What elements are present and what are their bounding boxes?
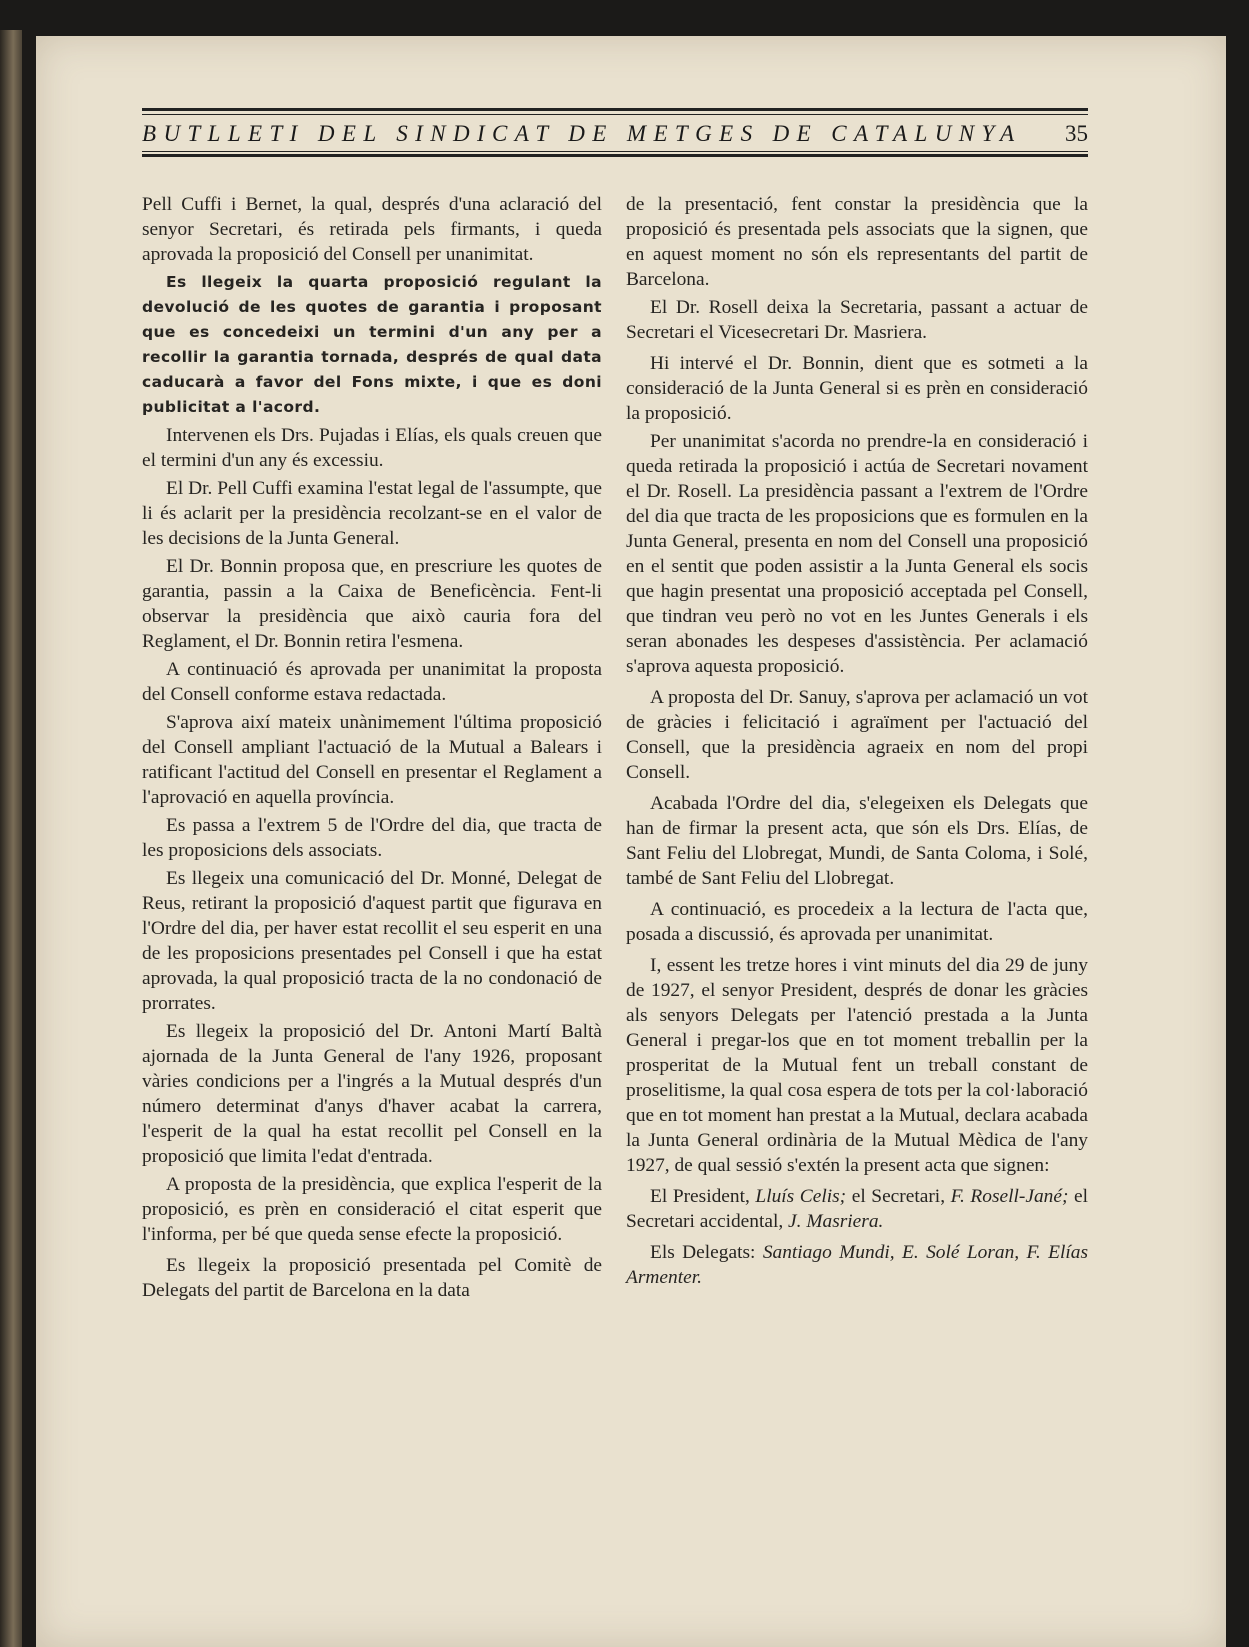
paragraph: A proposta de la presidència, que explica l'esperit de la proposició, es prèn en consideració el citat esperit que l'informa, per bé que queda sense efecte la proposició. [142,1174,602,1245]
right-column [626,192,1088,1293]
running-title: BUTLLETI DEL SINDICAT DE METGES DE CATALUNYA [142,121,1022,146]
header-rule-bottom-thin [142,151,1088,152]
paragraph: Acabada l'Ordre del dia, s'elegeixen els Delegats que han de firmar la present acta, que són els Drs. Elías, de Sant Feliu del Llobregat, Mundi, de Santa Coloma, i Solé, també de Sant Feliu del Llobregat. [626,793,1088,889]
paragraph: Es llegeix la proposició del Dr. Antoni Martí Baltà ajornada de la Junta General de l'any 1926, proposant vàries condicions per a l'ingrés a la Mutual després d'un número determinat d'anys d'haver acabat la carrera, l'esperit de la qual ha estat recollit pel Consell en la proposició que limita l'edat d'entrada. [142,1021,602,1167]
paragraph: de la presentació, fent constar la presidència que la proposició és presentada pels associats que la signen, que en aquest moment no són els representants del partit de Barcelona. [626,194,1088,290]
president-name: Lluís Celis; [755,1186,847,1207]
paragraph: S'aprova així mateix unànimement l'última proposició del Consell ampliant l'actuació de la Mutual a Balears i ratificant l'actitud del Consell en presentar el Reglament a l'aprovació en aquella província. [142,712,602,808]
signatures-officers [626,1184,1088,1234]
binding-edge [0,30,22,1647]
paragraph: A continuació és aprovada per unanimitat la proposta del Consell conforme estava redactada. [142,659,602,705]
signatures-delegates [626,1240,1088,1290]
paragraph: Hi intervé el Dr. Bonnin, dient que es sotmeti a la consideració de la Junta General si es prèn en consideració la proposició. [626,353,1088,424]
paragraph: A proposta del Dr. Sanuy, s'aprova per aclamació un vot de gràcies i felicitació i agraïment per l'actuació del Consell, que la presidència agraeix en nom del propi Consell. [626,687,1088,783]
page-number: 35 [1065,121,1088,146]
paragraph: Per unanimitat s'acorda no prendre-la en consideració i queda retirada la proposició i actúa de Secretari novament el Dr. Rosell. La presidència passant a l'extrem de l'Ordre del dia que tracta de les proposicions que es formulen en la Junta General, presenta en nom del Consell una proposició en el sentit que poden assistir a la Junta General els socis que hagin presentat una proposició acceptada pel Consell, que tindran veu però no vot en les Juntes Generals i els seran abonades les despeses d'assistència. Per aclamació s'aprova aquesta proposició. [626,431,1088,677]
delegates-label: Els Delegats: [650,1242,756,1263]
paragraph: Es llegeix la proposició presentada pel Comitè de Delegats del partit de Barcelona en la data [142,1255,602,1301]
acc-secretary-label: el Secretari accidental, [626,1186,1088,1232]
paragraph: El Dr. Pell Cuffi examina l'estat legal de l'assumpte, que li és aclarit per la presidència recolzant-se en el valor de les decisions de la Junta General. [142,478,602,549]
page-header [142,108,1088,160]
paragraph: Es llegeix una comunicació del Dr. Monné, Delegat de Reus, retirant la proposició d'aquest partit que figurava en l'Ordre del dia, per haver estat recollit el seu esperit en una de les proposicions presentades pel Consell i que ha estat aprovada, la qual proposició tracta de la no condonació de prorrates. [142,868,602,1014]
header-rule-bottom-thick [142,154,1088,157]
paragraph: El Dr. Bonnin proposa que, en prescriure les quotes de garantia, passin a la Caixa de Beneficència. Fent-li observar la presidència que això cauria fora del Reglament, el Dr. Bonnin retira l'esmena. [142,556,602,652]
paragraph: I, essent les tretze hores i vint minuts del dia 29 de juny de 1927, el senyor President, després de donar les gràcies als senyors Delegats per l'atenció prestada a la Junta General i pregar-los que en tot moment treballin per la prosperitat de la Mutual fent un treball constant de proselitisme, la qual cosa espera de tots per la col·laboració que en tot moment han prestat a la Mutual, declara acabada la Junta General ordinària de la Mutual Mèdica de l'any 1927, de qual sessió s'extén la present acta que signen: [626,955,1088,1176]
header-rule-top-thick [142,108,1088,111]
paragraph-proposal: Es llegeix la quarta proposició regulant la devolució de les quotes de garantia i proposant que es concedeixi un termini d'un any per a recollir la garantia tornada, després de qual data caducarà a favor del Fons mixte, i que es doni publicitat a l'acord. [142,273,602,416]
paragraph: Intervenen els Drs. Pujadas i Elías, els quals creuen que el termini d'un any és excessiu. [142,425,602,471]
acc-secretary-name: J. Masriera. [788,1211,884,1232]
paragraph: Pell Cuffi i Bernet, la qual, després d'una aclaració del senyor Secretari, és retirada pels firmants, i queda aprovada la proposició del Consell per unanimitat. [142,194,602,265]
paragraph: Es passa a l'extrem 5 de l'Ordre del dia, que tracta de les proposicions dels associats. [142,815,602,861]
paragraph: El Dr. Rosell deixa la Secretaria, passant a actuar de Secretari el Vicesecretari Dr. Masriera. [626,297,1088,343]
left-column [142,192,602,1306]
delegates-names: Santiago Mundi, E. Solé Loran, F. Elías Armenter. [626,1242,1088,1288]
secretary-name: F. Rosell-Jané; [950,1186,1069,1207]
paragraph: A continuació, es procedeix a la lectura de l'acta que, posada a discussió, és aprovada per unanimitat. [626,899,1088,945]
header-rule-top-thin [142,114,1088,115]
secretary-label: el Secretari, [851,1186,946,1207]
president-label: El President, [650,1186,750,1207]
